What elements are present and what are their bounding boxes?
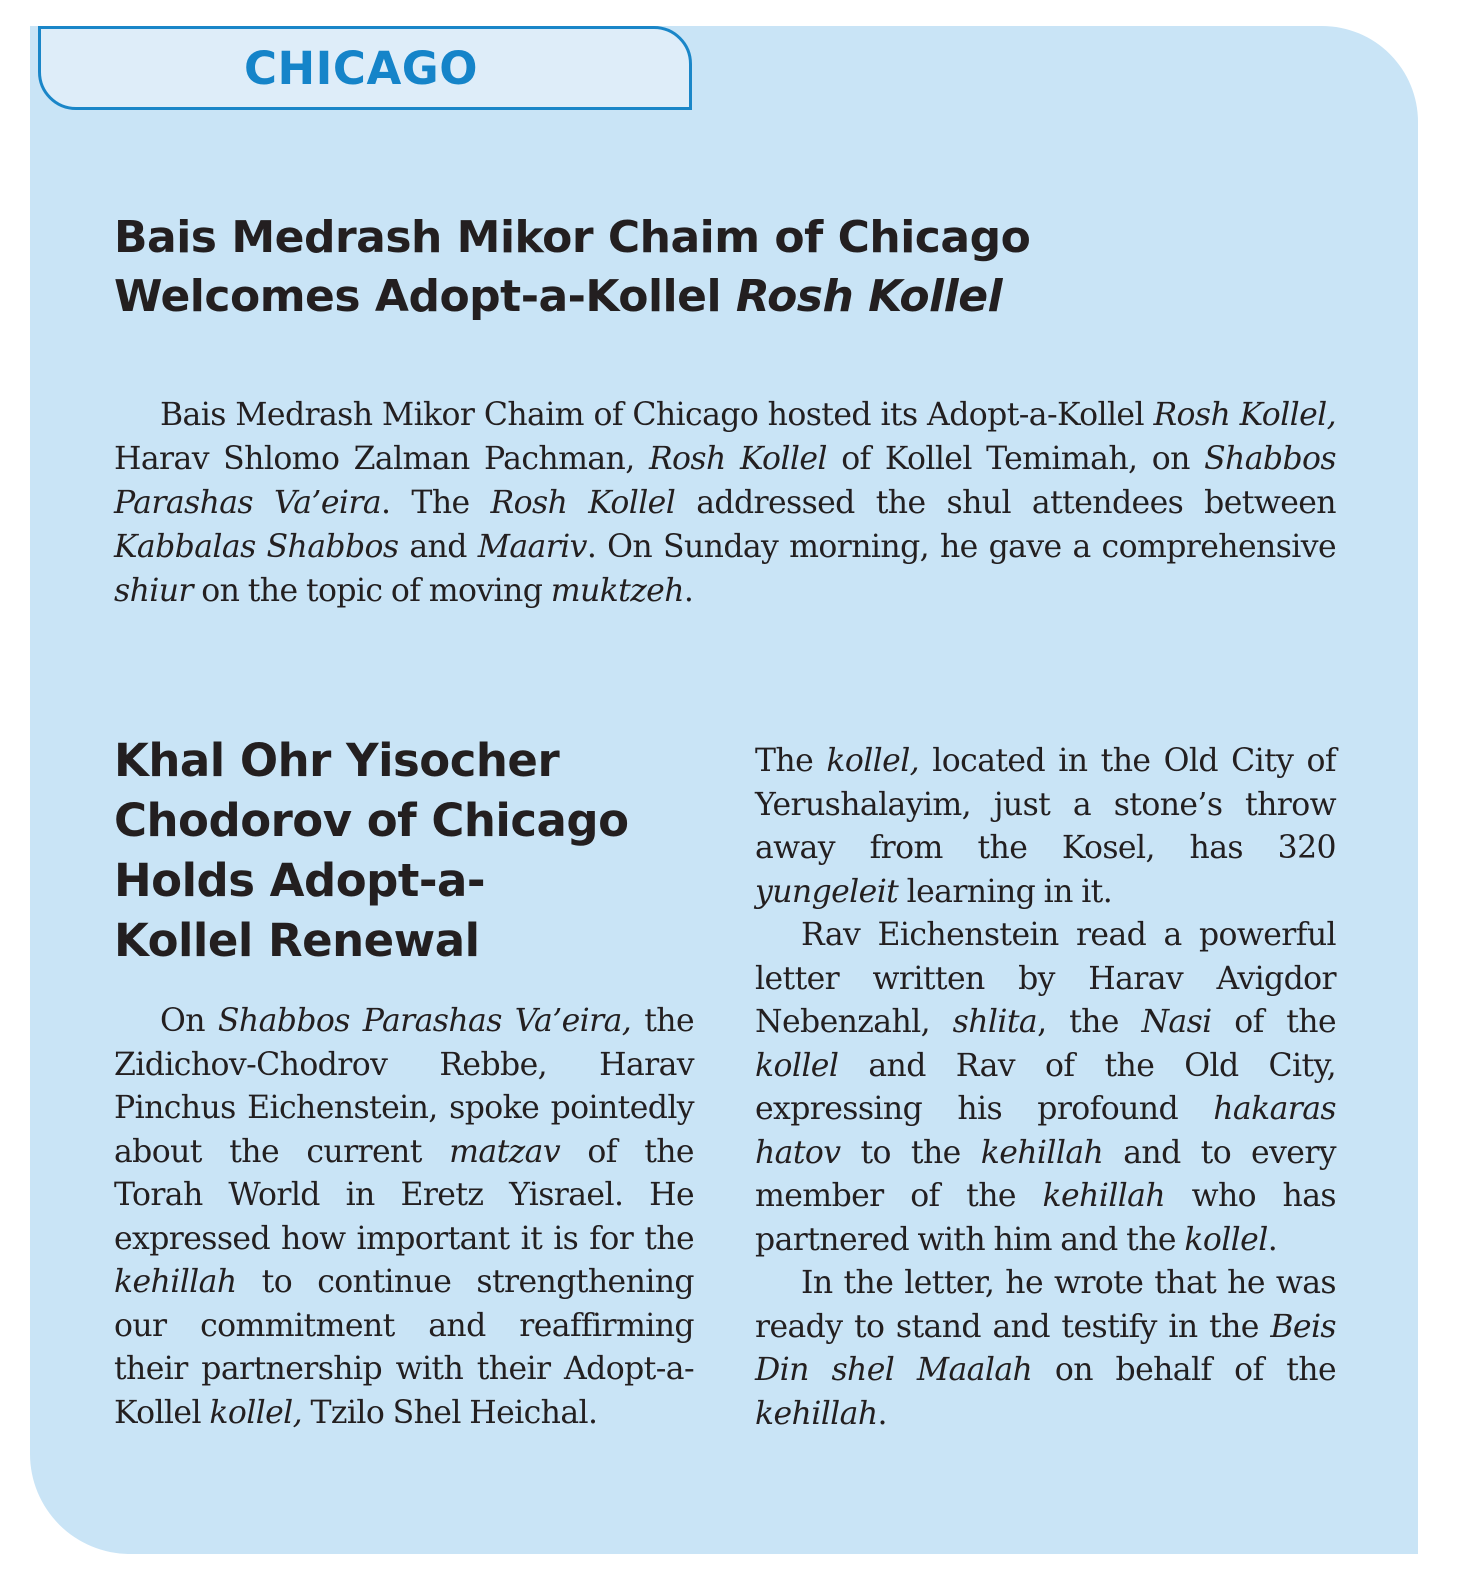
- text-run: .: [683, 573, 694, 609]
- text-run: and Rav of the Old City, expressing his profound: [755, 1047, 1336, 1127]
- text-run: Tzilo Shel Heichal.: [302, 1394, 598, 1431]
- italic-run: kehillah: [1042, 1178, 1166, 1214]
- text-run: on the topic of moving: [192, 573, 551, 609]
- italic-run: shiur: [114, 573, 193, 609]
- text-run: .: [877, 1395, 887, 1432]
- article1-headline-line2-prefix: Welcomes Adopt-a-Kollel: [114, 271, 736, 322]
- italic-run: Rosh Kollel,: [1153, 397, 1336, 433]
- text-run: the Zidichov-Chodrov Rebbe, Harav Pinchus Eichenstein, spoke pointedly about the current: [114, 1003, 694, 1170]
- article2-right-column: [755, 740, 1336, 1436]
- text-run: . On Sunday morning, he gave a comprehensive: [586, 529, 1336, 565]
- italic-run: kehillah: [114, 1264, 237, 1300]
- article1-headline: [114, 208, 1264, 326]
- italic-run: Shabbos Parashas Va’eira,: [217, 1003, 632, 1039]
- article1-paragraph: [114, 393, 1336, 613]
- text-run: , the: [1037, 1004, 1142, 1040]
- italic-run: Beis Din shel Maalah: [755, 1308, 1336, 1388]
- text-run: of Kollel Temimah, on: [826, 441, 1205, 477]
- italic-run: kollel,: [826, 743, 920, 779]
- italic-run: Kabbalas Shabbos: [114, 529, 399, 565]
- text-run: Harav Shlomo Zalman Pachman,: [114, 441, 649, 477]
- italic-run: yungeleit: [755, 873, 899, 910]
- italic-run: muktzeh: [550, 573, 684, 609]
- text-run: and to every member of the: [755, 1134, 1336, 1214]
- italic-run: matzav: [449, 1133, 561, 1170]
- article2-paragraph-4: [755, 1262, 1336, 1436]
- italic-run: kollel: [1184, 1221, 1268, 1258]
- text-run: who has partnered with him and the: [755, 1178, 1336, 1258]
- italic-run: Maariv: [477, 529, 587, 565]
- text-run: addressed the shul attendees between: [675, 485, 1336, 521]
- article2-headline-line2: Chodorov of Chicago: [114, 794, 629, 847]
- text-run: on behalf of the: [1032, 1352, 1336, 1388]
- text-run: . The: [381, 485, 491, 521]
- italic-run: shlita: [952, 1004, 1038, 1040]
- text-run: In the letter, he wrote that he was ready to stand and testify in the: [755, 1265, 1336, 1345]
- article2-headline: [114, 731, 754, 971]
- article2-headline-line1: Khal Ohr Yisocher: [114, 734, 560, 787]
- section-tab: [38, 26, 692, 110]
- italic-run: hakaras hatov: [755, 1091, 1336, 1171]
- italic-run: Nasi: [1141, 1004, 1212, 1040]
- article2-headline-line3: Holds Adopt-a-: [114, 854, 486, 907]
- text-run: to the: [840, 1134, 981, 1171]
- italic-run: Rosh Kollel: [490, 485, 676, 521]
- italic-run: kollel,: [209, 1394, 303, 1431]
- text-run: The: [755, 743, 827, 779]
- article1-headline-line2-italic: Rosh Kollel: [735, 271, 1003, 322]
- text-run: On: [160, 1003, 218, 1039]
- text-run: to continue strengthening our commitment and reaffirming their partnership with their Adopt-a-Kollel: [114, 1264, 694, 1431]
- article1-headline-line1: Bais Medrash Mikor Chaim of Chicago: [114, 212, 1031, 263]
- italic-run: kehillah: [755, 1395, 878, 1432]
- text-run: .: [1267, 1221, 1278, 1258]
- article2-paragraph-1: [114, 1000, 694, 1435]
- text-run: of the Torah World in Eretz Yisrael. He expressed how important it is for the: [114, 1133, 694, 1257]
- text-run: Rav Eichenstein read a powerful letter written by Harav Avigdor Nebenzahl,: [755, 917, 1336, 1040]
- italic-run: Shabbos Parashas Va’eira: [114, 441, 1336, 521]
- text-run: and: [398, 529, 478, 565]
- section-tab-label: CHICAGO: [244, 42, 478, 95]
- text-run: of the: [1211, 1004, 1336, 1040]
- article2-paragraph-2: [755, 740, 1336, 914]
- italic-run: kollel: [755, 1047, 839, 1084]
- article2-headline-line4: Kollel Renewal: [114, 914, 480, 967]
- article2-paragraph-3: [755, 914, 1336, 1262]
- text-run: learning in it.: [898, 873, 1113, 910]
- text-run: located in the Old City of Yerushalayim, just a stone’s throw away from the Kosel, has 320: [755, 743, 1336, 866]
- text-run: Bais Medrash Mikor Chaim of Chicago hosted its Adopt-a-Kollel: [160, 397, 1154, 433]
- italic-run: Rosh Kollel: [648, 441, 827, 477]
- italic-run: kehillah: [980, 1134, 1104, 1171]
